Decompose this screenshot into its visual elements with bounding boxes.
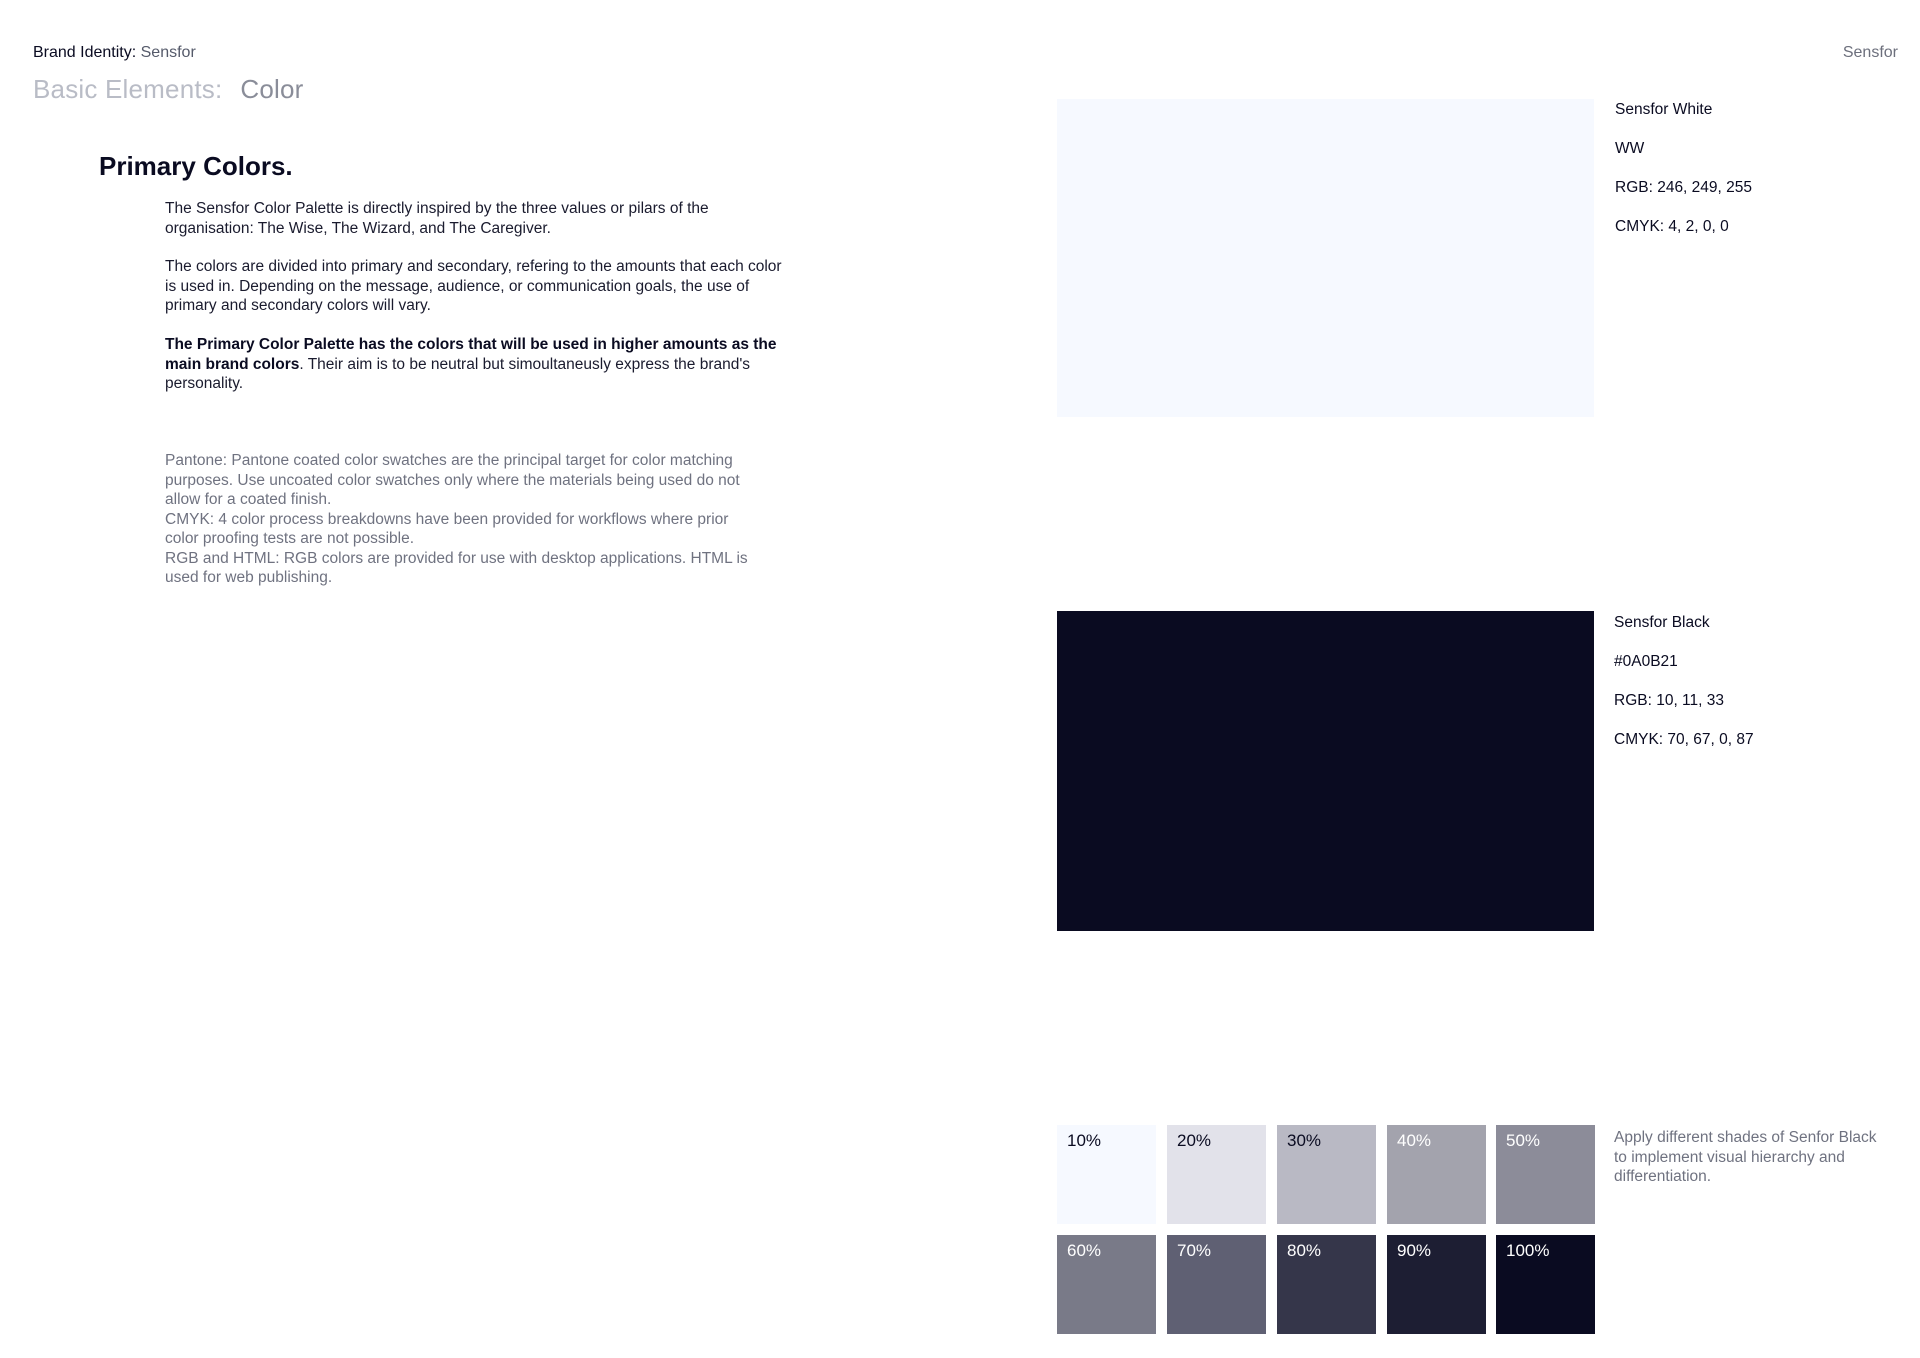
- sensfor-black-swatch: [1057, 611, 1594, 931]
- shade-label: 50%: [1506, 1131, 1541, 1150]
- shade-swatch: [1277, 1125, 1376, 1224]
- shade-swatch: [1277, 1235, 1376, 1334]
- shade-swatch: [1167, 1125, 1266, 1224]
- shade-swatch: [1496, 1235, 1595, 1334]
- brand-identity-line: [33, 44, 196, 62]
- shade-swatch: [1387, 1235, 1486, 1334]
- rgb-note: RGB and HTML: RGB colors are provided for use with desktop applications. HTML is used for web publishing.: [165, 549, 748, 586]
- black-cmyk: CMYK: 70, 67, 0, 87: [1614, 731, 1754, 748]
- shade-swatch: [1167, 1235, 1266, 1334]
- shade-label: 60%: [1067, 1241, 1102, 1260]
- white-name: Sensfor White: [1615, 101, 1713, 118]
- black-code: #0A0B21: [1614, 653, 1678, 670]
- top-right-brand: Sensfor: [1842, 44, 1898, 61]
- shade-label: 70%: [1177, 1241, 1212, 1260]
- pantone-note: Pantone: Pantone coated color swatches are the principal target for color matching purposes. Use uncoated color swatches only where the materials being used do not allow for a coated finish.: [165, 452, 740, 508]
- sensfor-black-specs: [1614, 614, 1754, 770]
- primary-palette-bold-text: The Primary Color Palette has the colors that will be used in higher amounts as the main brand colors: [165, 336, 777, 373]
- intro-paragraph: The Sensfor Color Palette is directly inspired by the three values or pilars of the organisation: The Wise, The Wizard, and The Caregiver.: [165, 200, 709, 237]
- sensfor-white-swatch: [1057, 99, 1594, 417]
- white-code: WW: [1615, 140, 1645, 157]
- primary-palette-paragraph: [165, 335, 785, 394]
- shade-label: 80%: [1287, 1241, 1322, 1260]
- brand-identity-value: Sensfor: [140, 44, 196, 61]
- shade-label: 30%: [1287, 1131, 1322, 1150]
- shade-label: 20%: [1177, 1131, 1212, 1150]
- sensfor-white-specs: [1615, 101, 1752, 257]
- shade-swatch: [1496, 1125, 1595, 1224]
- section-label: Basic Elements:: [33, 74, 223, 104]
- primary-palette-rest-text: . Their aim is to be neutral but simoultaneusly express the brand's personality.: [165, 355, 751, 392]
- division-paragraph: The colors are divided into primary and secondary, refering to the amounts that each color is used in. Depending on the message, audience, or communication goals, the use of primary and secondary colors will vary.: [165, 258, 782, 314]
- shade-label: 10%: [1067, 1131, 1102, 1150]
- shade-label: 90%: [1397, 1241, 1432, 1260]
- shade-label: 100%: [1506, 1241, 1550, 1260]
- shade-swatch: [1057, 1125, 1156, 1224]
- shade-label: 40%: [1397, 1131, 1432, 1150]
- page-title: Primary Colors.: [99, 151, 293, 181]
- color-format-notes: [165, 451, 765, 588]
- shade-swatch: [1057, 1235, 1156, 1334]
- cmyk-note: CMYK: 4 color process breakdowns have been provided for workflows where prior color proofing tests are not possible.: [165, 510, 729, 547]
- shades-note: Apply different shades of Senfor Black to implement visual hierarchy and differentiation.: [1614, 1129, 1877, 1185]
- black-rgb: RGB: 10, 11, 33: [1614, 692, 1724, 709]
- section-value: Color: [240, 74, 304, 104]
- black-name: Sensfor Black: [1614, 614, 1710, 631]
- brand-identity-label: Brand Identity:: [33, 44, 137, 61]
- white-cmyk: CMYK: 4, 2, 0, 0: [1615, 218, 1729, 235]
- section-heading: [33, 74, 304, 105]
- white-rgb: RGB: 246, 249, 255: [1615, 179, 1753, 196]
- shade-swatch: [1387, 1125, 1486, 1224]
